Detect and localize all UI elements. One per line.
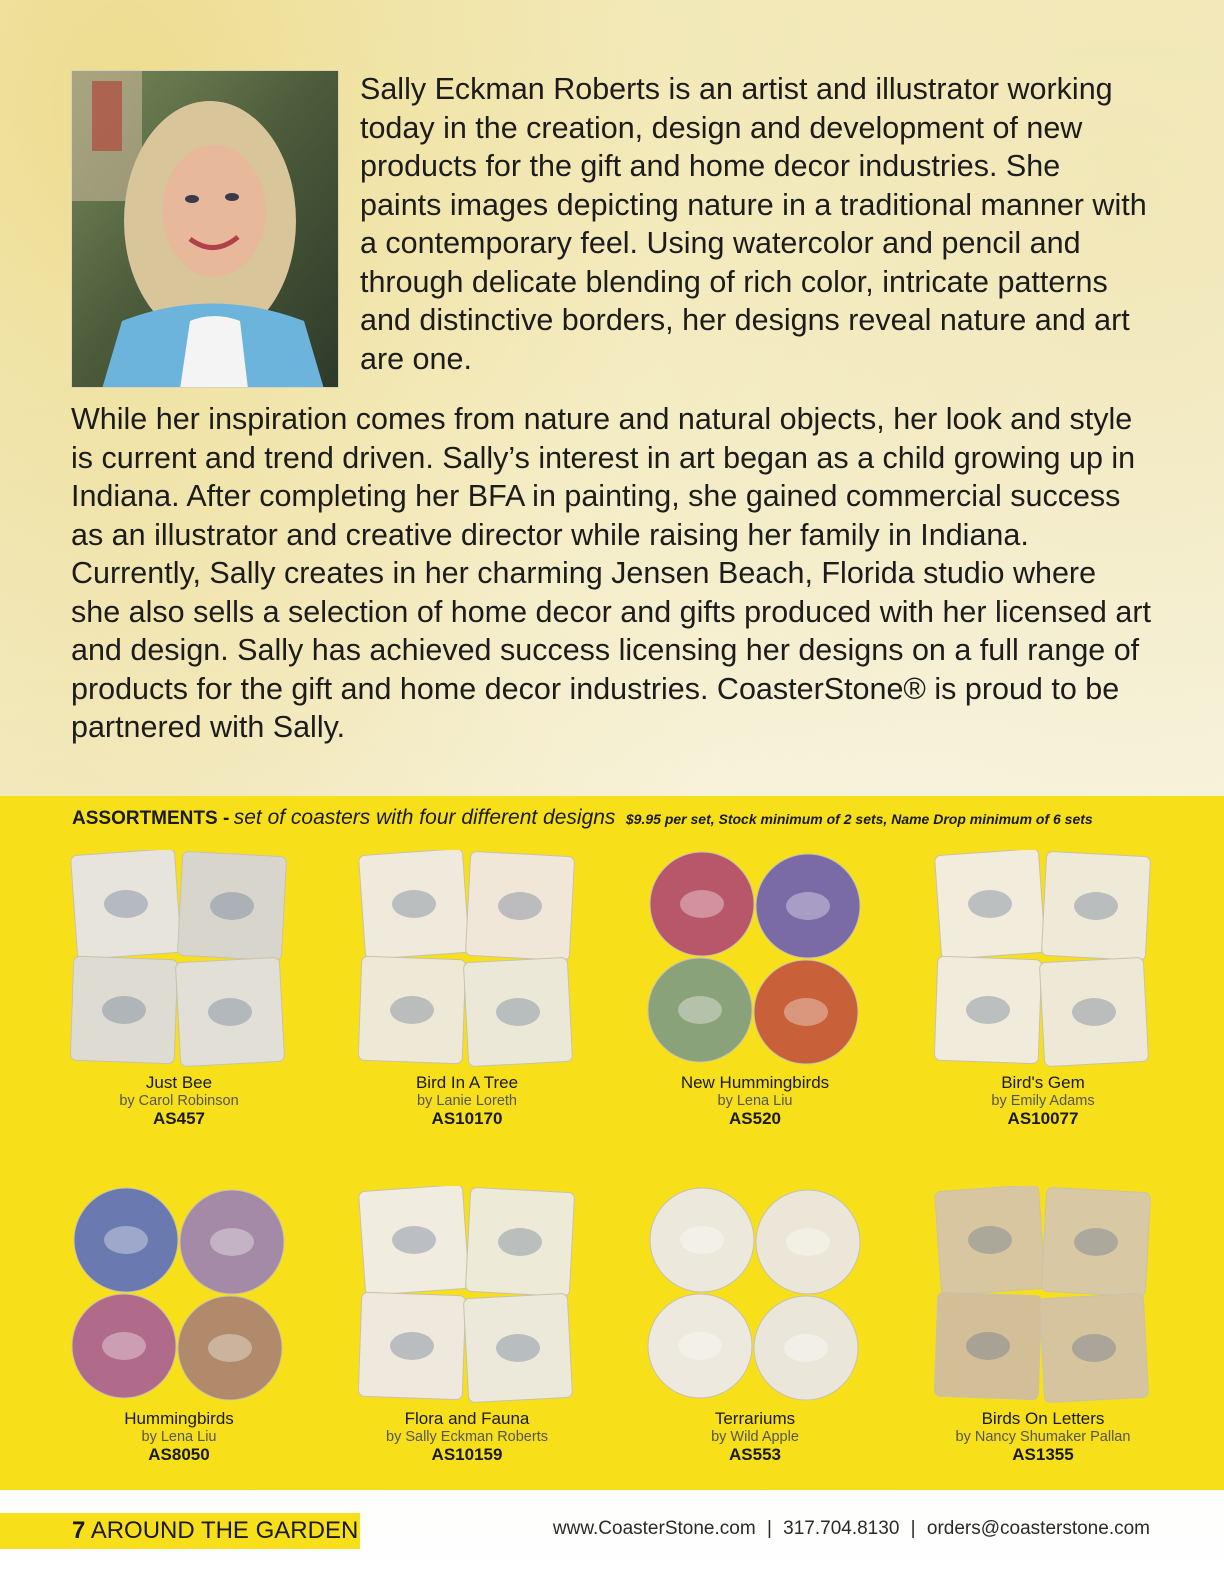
assortments-section	[0, 796, 1224, 1490]
artist-portrait	[71, 70, 339, 388]
product-sku: AS457	[153, 1109, 205, 1128]
coaster	[754, 1296, 858, 1400]
product-card[interactable]	[332, 1186, 602, 1465]
product-sku: AS10159	[431, 1445, 503, 1464]
coaster	[934, 1292, 1042, 1400]
coaster	[648, 958, 752, 1062]
coaster	[934, 956, 1042, 1064]
product-coasters-image	[646, 850, 864, 1068]
coaster	[934, 1186, 1045, 1296]
product-artist: by Carol Robinson	[119, 1093, 239, 1109]
coaster	[463, 957, 572, 1066]
product-coasters-image	[358, 850, 576, 1068]
website-link[interactable]: www.CoasterStone.com	[552, 1518, 756, 1539]
product-card[interactable]	[44, 1186, 314, 1465]
assortments-pricing: $9.95 per set, Stock minimum of 2 sets, Name Drop minimum of 6 sets	[625, 811, 1093, 827]
product-name: Terrariums	[714, 1409, 796, 1428]
product-coasters-image	[646, 1186, 864, 1404]
product-card[interactable]	[332, 850, 602, 1129]
coaster	[465, 1187, 574, 1296]
section-name: AROUND THE GARDEN	[90, 1517, 359, 1544]
coaster	[1039, 957, 1148, 1066]
product-sku: AS8050	[148, 1445, 210, 1464]
product-name: Flora and Fauna	[404, 1409, 530, 1428]
coaster	[756, 1190, 860, 1294]
product-artist: by Wild Apple	[711, 1429, 799, 1445]
product-sku: AS553	[729, 1445, 781, 1464]
coaster	[358, 850, 469, 960]
portrait-image	[72, 71, 339, 388]
coaster	[1041, 1187, 1150, 1296]
product-name: New Hummingbirds	[680, 1073, 830, 1092]
product-name: Bird In A Tree	[415, 1073, 519, 1092]
coaster	[756, 854, 860, 958]
product-card[interactable]	[908, 1186, 1178, 1465]
coaster	[74, 1188, 178, 1292]
coaster	[70, 956, 178, 1064]
product-name: Just Bee	[145, 1073, 213, 1092]
coaster	[358, 1186, 469, 1296]
product-artist: by Emily Adams	[991, 1093, 1095, 1109]
separator: |	[910, 1518, 916, 1539]
product-sku: AS1355	[1012, 1445, 1074, 1464]
separator: |	[766, 1518, 772, 1539]
coaster	[650, 852, 754, 956]
product-coasters-image	[934, 1186, 1152, 1404]
product-artist: by Lanie Loreth	[417, 1093, 517, 1109]
bio-lead-paragraph: Sally Eckman Roberts is an artist and illustrator working today in the creation, design and development of new products for the gift and home decor industries. She paints images depicting nature in a traditional manner with a contemporary feel. Using watercolor and pencil and through delicate blending of rich color, intricate patterns and distinctive borders, her designs reveal nature and art are one.	[360, 72, 1147, 376]
assortments-header	[72, 806, 1192, 830]
coaster	[463, 1293, 572, 1402]
coaster	[358, 956, 466, 1064]
product-artist: by Lena Liu	[717, 1093, 793, 1109]
coaster	[934, 850, 1045, 960]
coaster	[648, 1294, 752, 1398]
product-coasters-image	[70, 850, 288, 1068]
product-card[interactable]	[620, 1186, 890, 1465]
page-number: 7	[72, 1517, 86, 1544]
product-card[interactable]	[44, 850, 314, 1129]
product-artist: by Sally Eckman Roberts	[386, 1429, 548, 1445]
product-sku: AS520	[729, 1109, 781, 1128]
coaster	[72, 1294, 176, 1398]
product-coasters-image	[358, 1186, 576, 1404]
product-sku: AS10077	[1007, 1109, 1079, 1128]
product-sku: AS10170	[431, 1109, 503, 1128]
assortments-subtitle: set of coasters with four different designs	[233, 806, 616, 829]
page-section-tag	[0, 1513, 360, 1549]
bio-body-paragraph: While her inspiration comes from nature and natural objects, her look and style is current and trend driven. Sally’s interest in art began as a child growing up in Indiana. After completing her BFA in painting, she gained commercial success as an illustrator and creative director while raising her family in Indiana. Currently, Sally creates in her charming Jensen Beach, Florida studio where she also sells a selection of home decor and gifts produced with her licensed art and design. Sally has achieved success licensing her designs on a full range of products for the gift and home decor industries. CoasterStone® is proud to be partnered with Sally.	[71, 402, 1151, 744]
product-coasters-image	[70, 1186, 288, 1404]
product-card[interactable]	[908, 850, 1178, 1129]
coaster	[650, 1188, 754, 1292]
coaster	[1041, 851, 1150, 960]
coaster	[175, 957, 284, 1066]
coaster	[177, 851, 286, 960]
contact-line	[490, 1518, 1150, 1540]
product-card[interactable]	[620, 850, 890, 1129]
product-name: Hummingbirds	[124, 1409, 234, 1428]
email-link[interactable]: orders@coasterstone.com	[926, 1518, 1150, 1539]
coaster	[754, 960, 858, 1064]
coaster	[1039, 1293, 1148, 1402]
phone-number[interactable]: 317.704.8130	[783, 1518, 900, 1539]
assortments-title: ASSORTMENTS -	[72, 808, 230, 829]
product-name: Birds On Letters	[981, 1409, 1105, 1428]
product-coasters-image	[934, 850, 1152, 1068]
coaster	[358, 1292, 466, 1400]
coaster	[465, 851, 574, 960]
coaster	[178, 1296, 282, 1400]
coaster	[70, 850, 181, 960]
product-name: Bird's Gem	[1001, 1073, 1085, 1092]
product-artist: by Nancy Shumaker Pallan	[955, 1429, 1131, 1445]
coaster	[180, 1190, 284, 1294]
product-artist: by Lena Liu	[141, 1429, 217, 1445]
